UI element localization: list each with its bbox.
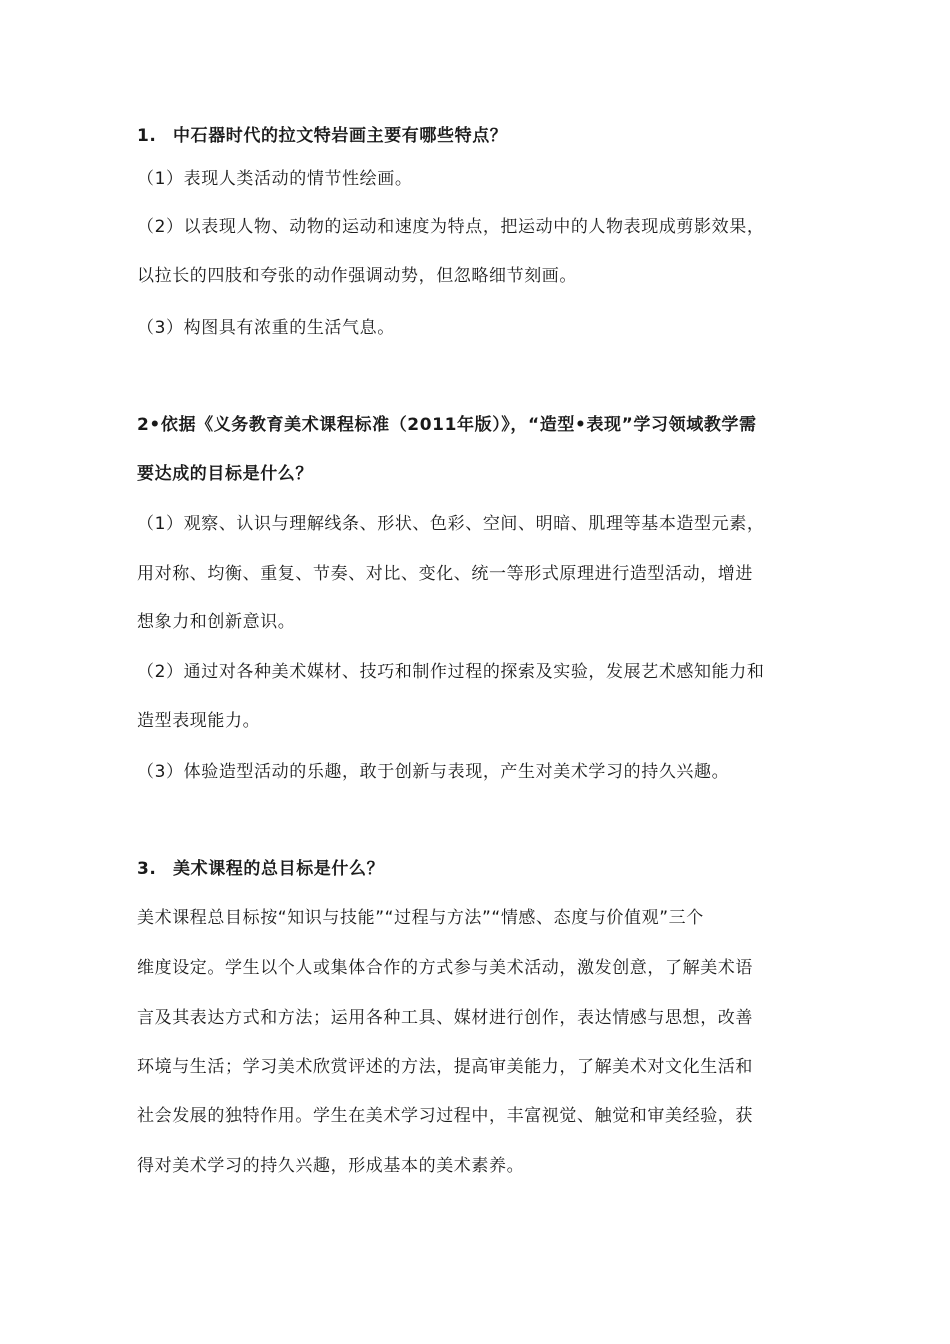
section2-heading-line1: 2•依据《义务教育美术课程标准（2011年版）》，“造型•表现”学习领域教学需 xyxy=(137,415,757,435)
section2-heading-line2: 要达成的目标是什么？ xyxy=(137,464,313,484)
section3-paragraph-line-2: 维度设定。学生以个人或集体合作的方式参与美术活动，激发创意，了解美术语 xyxy=(137,958,753,978)
section2-item-2-cont: 造型表现能力。 xyxy=(137,711,261,731)
section1-number: 1. xyxy=(137,126,157,146)
section3-paragraph-line-6: 得对美术学习的持久兴趣，形成基本的美术素养。 xyxy=(137,1156,525,1176)
section1-item-2: （2）以表现人物、动物的运动和速度为特点，把运动中的人物表现成剪影效果， xyxy=(137,217,765,237)
section2-item-1-cont: 用对称、均衡、重复、节奏、对比、变化、统一等形式原理进行造型活动，增进 xyxy=(137,564,753,584)
section3-number: 3. xyxy=(137,859,157,879)
section1-heading xyxy=(137,125,827,147)
section3-title: 美术课程的总目标是什么？ xyxy=(173,859,385,879)
section2-item-1-cont2: 想象力和创新意识。 xyxy=(137,612,296,632)
section2-item-2: （2）通过对各种美术媒材、技巧和制作过程的探索及实验，发展艺术感知能力和 xyxy=(137,662,765,682)
section2-item-3: （3）体验造型活动的乐趣，敢于创新与表现，产生对美术学习的持久兴趣。 xyxy=(137,762,730,782)
section1-item-2-cont: 以拉长的四肢和夸张的动作强调动势，但忽略细节刻画。 xyxy=(137,266,577,286)
section3-paragraph-line-3: 言及其表达方式和方法；运用各种工具、媒材进行创作，表达情感与思想，改善 xyxy=(137,1008,753,1028)
section1-item-3: （3）构图具有浓重的生活气息。 xyxy=(137,318,395,338)
section3-heading xyxy=(137,858,827,880)
section3-paragraph-line-5: 社会发展的独特作用。学生在美术学习过程中，丰富视觉、触觉和审美经验，获 xyxy=(137,1106,753,1126)
section1-item-1: （1）表现人类活动的情节性绘画。 xyxy=(137,169,413,189)
section3-paragraph-line-4: 环境与生活；学习美术欣赏评述的方法，提高审美能力，了解美术对文化生活和 xyxy=(137,1057,753,1077)
section1-title: 中石器时代的拉文特岩画主要有哪些特点？ xyxy=(173,126,508,146)
section3-paragraph-line-1: 美术课程总目标按“知识与技能”“过程与方法”“情感、态度与价值观”三个 xyxy=(137,908,704,928)
section2-item-1: （1）观察、认识与理解线条、形状、色彩、空间、明暗、肌理等基本造型元素， xyxy=(137,514,765,534)
